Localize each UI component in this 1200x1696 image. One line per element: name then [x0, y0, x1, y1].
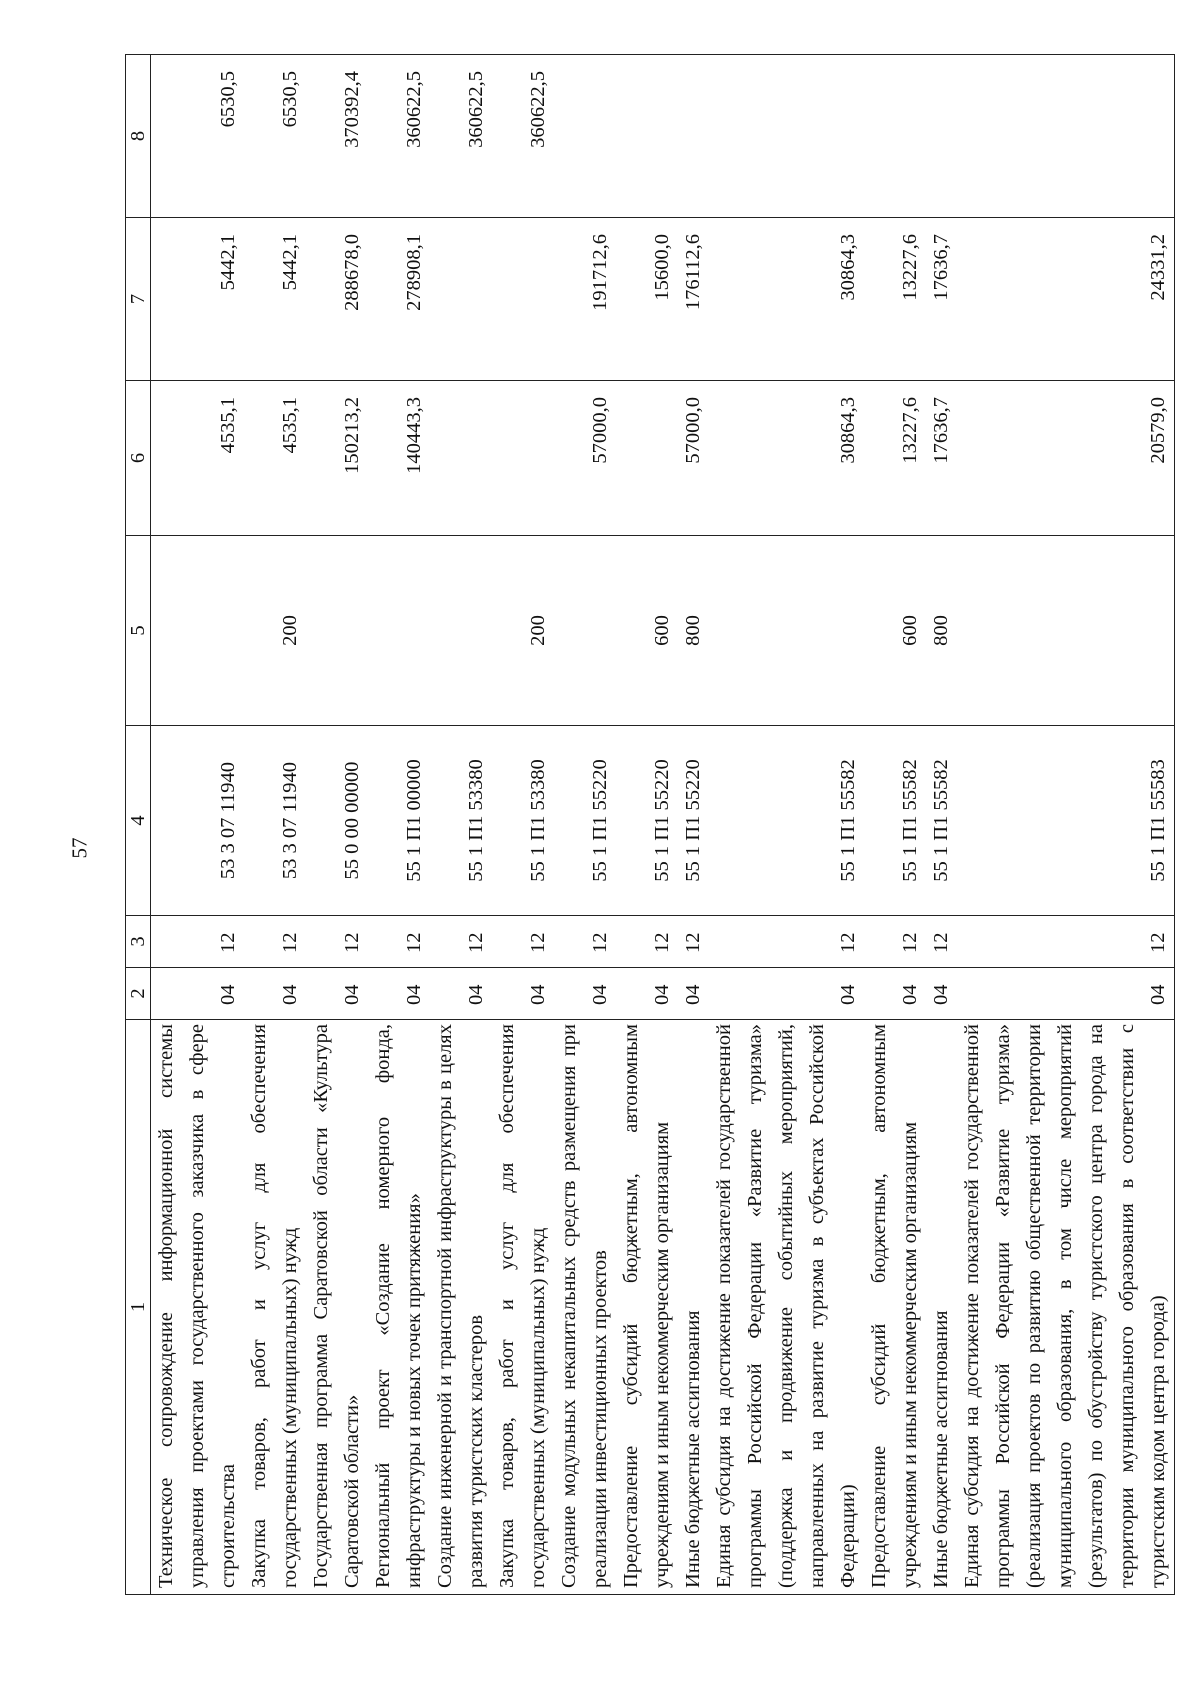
amount-col-7 [492, 218, 554, 381]
target-article-code: 55 1 П1 55582 [864, 726, 926, 916]
subsection-code: 12 [430, 916, 492, 968]
table-row [926, 55, 957, 1595]
amount-col-7: 288678,0 [306, 218, 368, 381]
section-code: 04 [709, 968, 864, 1020]
target-article-code: 55 1 П1 55220 [616, 726, 678, 916]
expense-type-code: 800 [926, 536, 957, 726]
expense-type-code: 200 [244, 536, 306, 726]
header-col-4: 4 [126, 726, 151, 916]
amount-col-8 [864, 55, 926, 218]
target-article-code: 55 1 П1 55582 [926, 726, 957, 916]
expense-type-code [368, 536, 430, 726]
amount-col-8 [709, 55, 864, 218]
subsection-code: 12 [616, 916, 678, 968]
header-col-6: 6 [126, 381, 151, 536]
amount-col-8 [926, 55, 957, 218]
section-code: 04 [368, 968, 430, 1020]
amount-col-7: 5442,1 [151, 218, 245, 381]
amount-col-8 [616, 55, 678, 218]
amount-col-7: 24331,2 [957, 218, 1175, 381]
header-col-5: 5 [126, 536, 151, 726]
subsection-code: 12 [151, 916, 245, 968]
section-code: 04 [151, 968, 245, 1020]
row-name: Иные бюджетные ассигнования [678, 1020, 709, 1595]
header-col-8: 8 [126, 55, 151, 218]
amount-col-6 [616, 381, 678, 536]
amount-col-8: 6530,5 [151, 55, 245, 218]
table-row [151, 55, 245, 1595]
amount-col-8: 360622,5 [430, 55, 492, 218]
table-row [368, 55, 430, 1595]
subsection-code: 12 [554, 916, 616, 968]
amount-col-7: 176112,6 [678, 218, 709, 381]
target-article-code: 55 1 П1 53380 [492, 726, 554, 916]
subsection-code: 12 [957, 916, 1175, 968]
expense-type-code [430, 536, 492, 726]
subsection-code: 12 [678, 916, 709, 968]
row-name: Иные бюджетные ассигнования [926, 1020, 957, 1595]
amount-col-6: 57000,0 [678, 381, 709, 536]
section-code: 04 [554, 968, 616, 1020]
subsection-code: 12 [709, 916, 864, 968]
amount-col-6: 4535,1 [151, 381, 245, 536]
amount-col-7: 13227,6 [864, 218, 926, 381]
expense-type-code [709, 536, 864, 726]
amount-col-7: 191712,6 [554, 218, 616, 381]
row-name: Единая субсидия на достижение показателей государственной программы Российской Федерации «Развитие туризма» (поддержка и продвижение событийных мероприятий, направленных на развитие туризма в субъектах Российской Федерации) [709, 1020, 864, 1595]
row-name: Закупка товаров, работ и услуг для обеспечения государственных (муниципальных) нужд [244, 1020, 306, 1595]
table-body [151, 55, 1175, 1595]
page-number: 57 [67, 837, 92, 859]
expense-type-code: 800 [678, 536, 709, 726]
amount-col-6: 30864,3 [709, 381, 864, 536]
header-col-3: 3 [126, 916, 151, 968]
amount-col-6: 17636,7 [926, 381, 957, 536]
target-article-code: 53 3 07 11940 [151, 726, 245, 916]
expense-type-code: 200 [492, 536, 554, 726]
row-name: Предоставление субсидий бюджетным, автономным учреждениям и иным некоммерческим организациям [864, 1020, 926, 1595]
table-row [430, 55, 492, 1595]
amount-col-8 [554, 55, 616, 218]
section-code: 04 [864, 968, 926, 1020]
table-row [616, 55, 678, 1595]
row-name: Закупка товаров, работ и услуг для обеспечения государственных (муниципальных) нужд [492, 1020, 554, 1595]
table-header-row [126, 55, 151, 1595]
row-name: Государственная программа Саратовской области «Культура Саратовской области» [306, 1020, 368, 1595]
amount-col-8 [957, 55, 1175, 218]
amount-col-6 [492, 381, 554, 536]
table-row [492, 55, 554, 1595]
subsection-code: 12 [926, 916, 957, 968]
target-article-code: 55 1 П1 55220 [554, 726, 616, 916]
table-row [678, 55, 709, 1595]
expense-type-code [957, 536, 1175, 726]
target-article-code: 55 1 П1 55582 [709, 726, 864, 916]
amount-col-8: 360622,5 [492, 55, 554, 218]
row-name: Региональный проект «Создание номерного фонда, инфраструктуры и новых точек притяжения» [368, 1020, 430, 1595]
table-row [554, 55, 616, 1595]
table-row [709, 55, 864, 1595]
row-name: Создание модульных некапитальных средств размещения при реализации инвестиционных проектов [554, 1020, 616, 1595]
amount-col-8 [678, 55, 709, 218]
amount-col-8: 6530,5 [244, 55, 306, 218]
target-article-code: 55 1 П1 55220 [678, 726, 709, 916]
subsection-code: 12 [244, 916, 306, 968]
amount-col-8: 370392,4 [306, 55, 368, 218]
row-name: Создание инженерной и транспортной инфраструктуры в целях развития туристских кластеров [430, 1020, 492, 1595]
target-article-code: 53 3 07 11940 [244, 726, 306, 916]
budget-table-rotated [125, 55, 1169, 1595]
header-col-7: 7 [126, 218, 151, 381]
expense-type-code: 600 [864, 536, 926, 726]
expense-type-code: 600 [616, 536, 678, 726]
amount-col-6: 140443,3 [368, 381, 430, 536]
amount-col-6: 57000,0 [554, 381, 616, 536]
budget-table [125, 54, 1175, 1595]
amount-col-7 [430, 218, 492, 381]
section-code: 04 [244, 968, 306, 1020]
subsection-code: 12 [306, 916, 368, 968]
subsection-code: 12 [492, 916, 554, 968]
target-article-code: 55 1 П1 55583 [957, 726, 1175, 916]
section-code: 04 [430, 968, 492, 1020]
table-row [864, 55, 926, 1595]
amount-col-7: 17636,7 [926, 218, 957, 381]
amount-col-8: 360622,5 [368, 55, 430, 218]
amount-col-7: 278908,1 [368, 218, 430, 381]
header-col-1: 1 [126, 1020, 151, 1595]
table-row [957, 55, 1175, 1595]
table-row [306, 55, 368, 1595]
expense-type-code [554, 536, 616, 726]
row-name: Предоставление субсидий бюджетным, автономным учреждениям и иным некоммерческим организациям [616, 1020, 678, 1595]
row-name: Единая субсидия на достижение показателей государственной программы Российской Федерации «Развитие туризма» (реализация проектов по развитию общественной территории муниципального образования, в том числе мероприятий (результатов) по обустройству туристского центра города на территории муниципального образования в соответствии с туристским кодом центра города) [957, 1020, 1175, 1595]
amount-col-6: 13227,6 [864, 381, 926, 536]
amount-col-6: 150213,2 [306, 381, 368, 536]
amount-col-6 [430, 381, 492, 536]
section-code: 04 [926, 968, 957, 1020]
header-col-2: 2 [126, 968, 151, 1020]
expense-type-code [151, 536, 245, 726]
section-code: 04 [678, 968, 709, 1020]
subsection-code: 12 [368, 916, 430, 968]
section-code: 04 [306, 968, 368, 1020]
amount-col-6: 20579,0 [957, 381, 1175, 536]
amount-col-7: 5442,1 [244, 218, 306, 381]
row-name: Техническое сопровождение информационной системы управления проектами государственного заказчика в сфере строительства [151, 1020, 245, 1595]
amount-col-7: 30864,3 [709, 218, 864, 381]
amount-col-7: 15600,0 [616, 218, 678, 381]
target-article-code: 55 0 00 00000 [306, 726, 368, 916]
section-code: 04 [957, 968, 1175, 1020]
amount-col-6: 4535,1 [244, 381, 306, 536]
subsection-code: 12 [864, 916, 926, 968]
expense-type-code [306, 536, 368, 726]
target-article-code: 55 1 П1 00000 [368, 726, 430, 916]
table-row [244, 55, 306, 1595]
section-code: 04 [616, 968, 678, 1020]
target-article-code: 55 1 П1 53380 [430, 726, 492, 916]
section-code: 04 [492, 968, 554, 1020]
